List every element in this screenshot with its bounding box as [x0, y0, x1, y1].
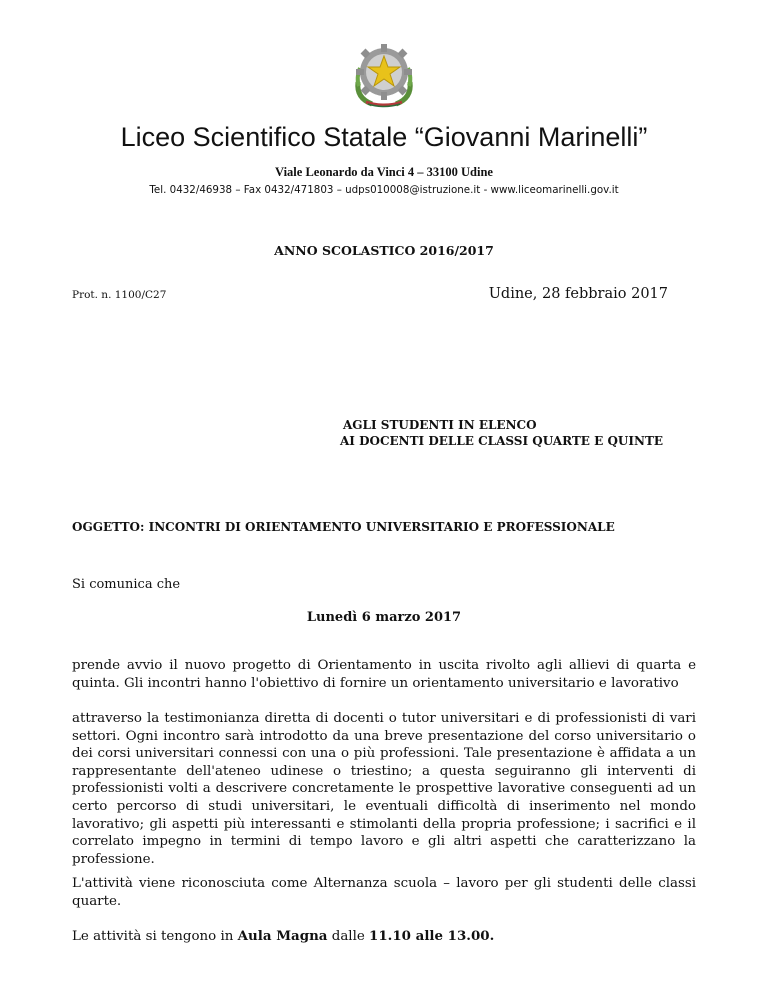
- italian-republic-emblem-icon: [348, 38, 420, 110]
- location-place: Aula Magna: [237, 928, 328, 944]
- intro-text: Si comunica che: [72, 577, 181, 592]
- body-paragraph: prende avvio il nuovo progetto di Orientamento in uscita rivolto agli allievi di quarta e quinta. Gli incontri hanno l'obiettivo di fornire un orientamento universitario e lavorativo: [72, 658, 696, 691]
- location-time: 11.10 alle 13.00.: [369, 928, 495, 944]
- location-prefix: Le attività si tengono in: [72, 929, 238, 944]
- protocol-number: Prot. n. 1100/C27: [72, 289, 167, 301]
- subject-line: OGGETTO: INCONTRI DI ORIENTAMENTO UNIVERSITARIO E PROFESSIONALE: [72, 520, 615, 534]
- recipient-line: AGLI STUDENTI IN ELENCO: [343, 418, 537, 432]
- school-contacts: Tel. 0432/46938 – Fax 0432/471803 – udps010008@istruzione.it - www.liceomarinelli.gov.it: [149, 184, 619, 196]
- place-date: Udine, 28 febbraio 2017: [488, 286, 668, 302]
- school-year: ANNO SCOLASTICO 2016/2017: [274, 243, 494, 258]
- body-paragraph: attraverso la testimonianza diretta di docenti o tutor universitari e di professionisti di vari settori. Ogni incontro sarà introdotto da una breve presentazione del corso universitario o dei corsi universitari connessi con una o più professioni. Tale presentazione è affidata a un rappresentante dell'ateneo udinese o triestino; a questa seguiranno gli interventi di professionisti volti a descrivere concretamente le prospettive lavorative conseguenti ad un certo percorso di studi universitari, le eventuali difficoltà di inserimento nel mondo lavorativo; gli aspetti più interessanti e stimolanti della propria professione; i sacrifici e il correlato impegno in termini di tempo lavoro e gli altri aspetti che caratterizzano la professione.: [72, 711, 696, 867]
- school-name: Liceo Scientifico Statale “Giovanni Marinelli”: [120, 122, 648, 152]
- recipient-line: AI DOCENTI DELLE CLASSI QUARTE E QUINTE: [340, 434, 664, 448]
- body-paragraph: L'attività viene riconosciuta come Alternanza scuola – lavoro per gli studenti delle classi quarte.: [72, 876, 696, 909]
- location-time-paragraph: [72, 928, 696, 946]
- school-address: Viale Leonardo da Vinci 4 – 33100 Udine: [275, 165, 493, 179]
- location-middle: dalle: [327, 929, 370, 944]
- event-date: Lunedì 6 marzo 2017: [306, 610, 462, 625]
- recipients: [340, 417, 663, 449]
